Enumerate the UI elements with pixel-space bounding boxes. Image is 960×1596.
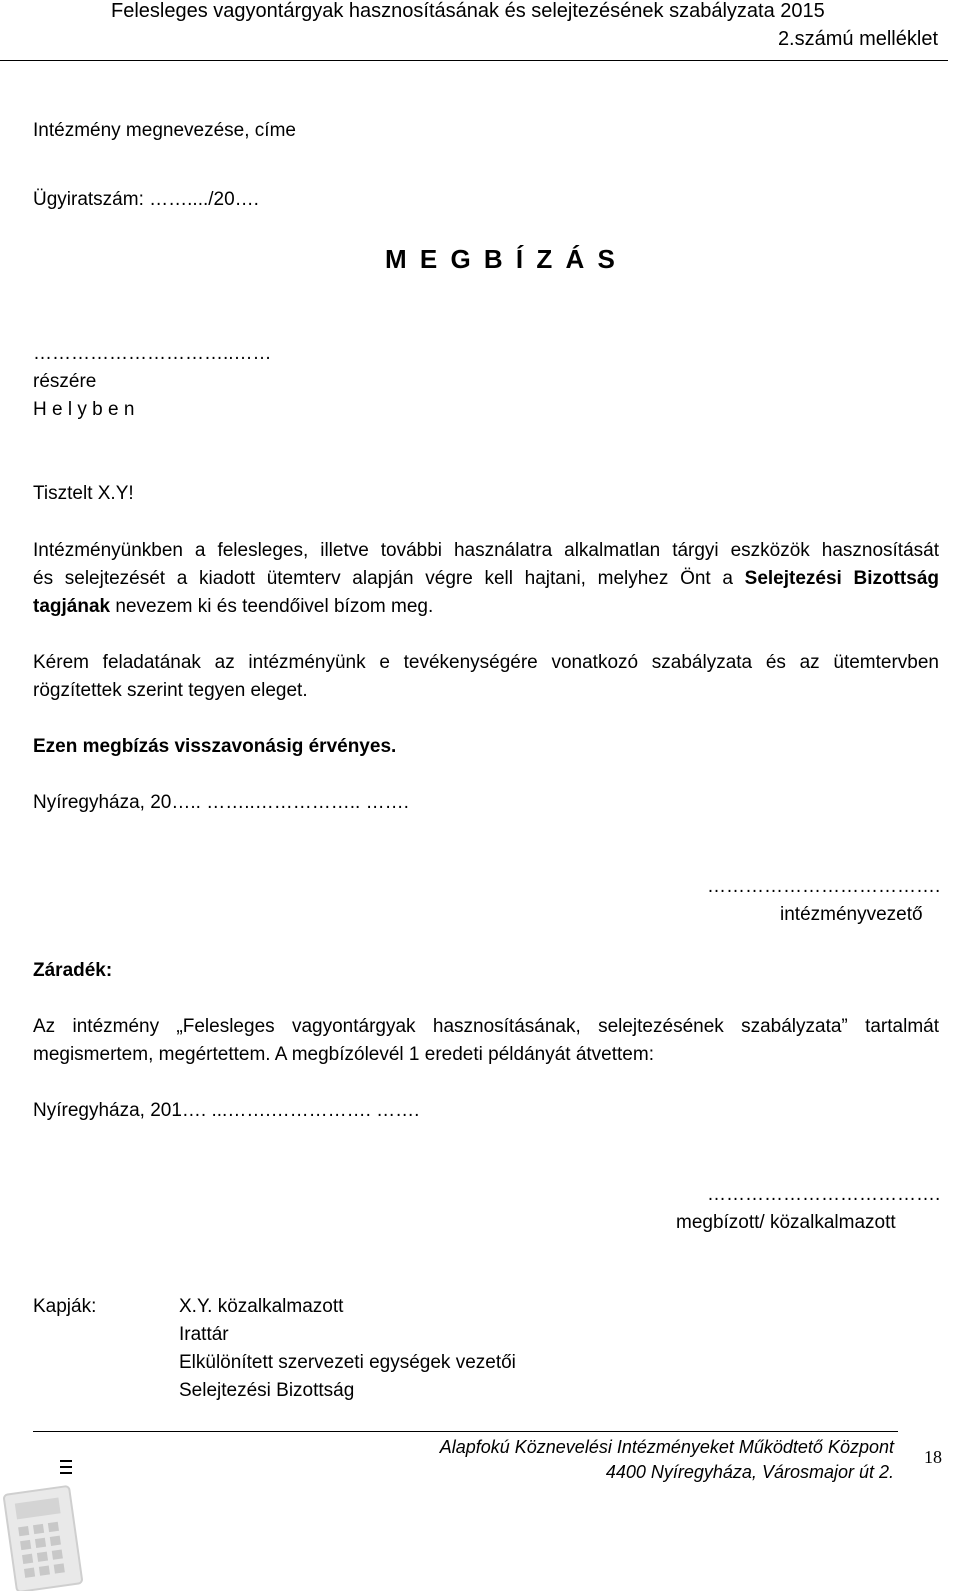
distribution-label: Kapják: (33, 1296, 97, 1317)
paragraph-line: Az intézmény „Felesleges vagyontárgyak hasznosításának, selejtezésének szabályzata” tartalmát (33, 1016, 939, 1037)
institution-name-field: Intézmény megnevezése, címe (33, 120, 296, 141)
clause-heading: Záradék: (33, 960, 113, 981)
paragraph-line (33, 565, 939, 593)
distribution-item: X.Y. közalkalmazott (179, 1296, 344, 1317)
signature-dots-2: ………………………………. (707, 1184, 941, 1205)
committee-name: Selejtezési Bizottság (744, 568, 939, 589)
document-header-title: Felesleges vagyontárgyak hasznosításának és selejtezésének szabályzata 2015 (111, 0, 825, 22)
distribution-item: Selejtezési Bizottság (179, 1380, 355, 1401)
calculator-icon (0, 1440, 90, 1591)
signature-label-director: intézményvezető (780, 904, 923, 925)
footer-address: 4400 Nyíregyháza, Városmajor út 2. (605, 1462, 894, 1482)
paragraph-line: rögzítettek szerint tegyen eleget. (33, 680, 308, 701)
paragraph-request (33, 649, 939, 705)
recipient-for: részére (33, 371, 97, 392)
paragraph-text: és selejtezését a kiadott ütemterv alapján végre kell hajtani, melyhez Önt a (33, 568, 745, 589)
footer-organization: Alapfokú Köznevelési Intézményeket Működtető Központ (439, 1437, 894, 1457)
salutation: Tisztelt X.Y! (33, 483, 134, 504)
annex-label: 2.számú melléklet (777, 28, 938, 50)
date-line-1: Nyíregyháza, 20….. ……..…………….. ……. (33, 792, 409, 813)
distribution-item: Irattár (179, 1324, 229, 1345)
signature-dots-1: ………………………………. (707, 876, 941, 897)
paragraph-assignment (33, 537, 939, 621)
paragraph-line: megismertem, megértettem. A megbízólevél 1 eredeti példányát átvettem: (33, 1044, 654, 1065)
paragraph-line: Intézményünkben a felesleges, illetve további használatra alkalmatlan tárgyi eszközök hasznosítását (33, 540, 939, 561)
recipient-dots: …………………………..…… (33, 343, 272, 364)
page-title: M E G B Í Z Á S (385, 244, 618, 274)
recipient-place: H e l y b e n (33, 399, 135, 420)
footer-rule (33, 1431, 898, 1432)
file-number: Ügyiratszám: ……..../20…. (33, 189, 259, 210)
header-rule (0, 60, 948, 61)
paragraph-line: Kérem feladatának az intézményünk e tevékenységére vonatkozó szabályzata és az ütemtervben (33, 652, 939, 673)
distribution-item: Elkülönített szervezeti egységek vezetői (179, 1352, 516, 1373)
paragraph-text: nevezem ki és teendőivel bízom meg. (110, 596, 434, 617)
paragraph-line (33, 593, 939, 621)
signature-label-employee: megbízott/ közalkalmazott (676, 1212, 896, 1233)
clause-paragraph (33, 1013, 939, 1069)
date-line-2: Nyíregyháza, 201…. ...…….……………. ……. (33, 1100, 420, 1121)
page-number: 18 (924, 1447, 942, 1467)
member-emphasis: tagjának (33, 596, 111, 617)
validity-statement: Ezen megbízás visszavonásig érvényes. (33, 736, 397, 757)
